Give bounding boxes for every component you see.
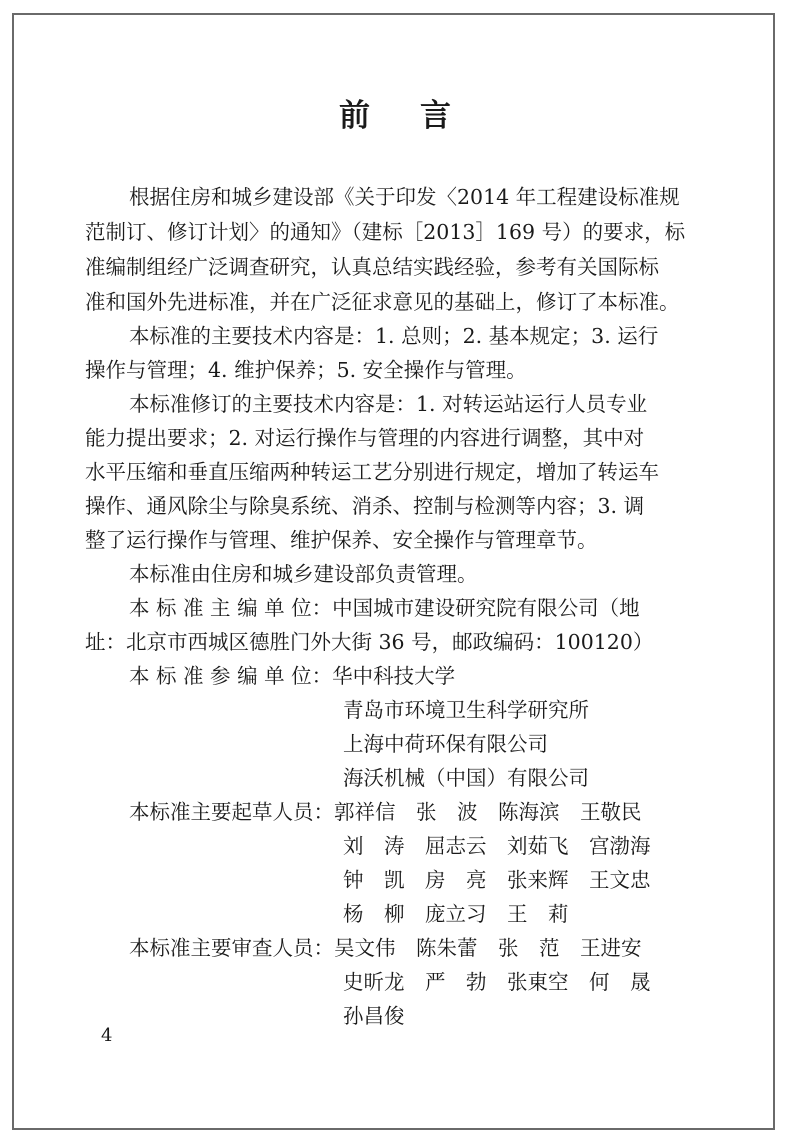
text-line-14: 址：北京市西城区德胜门外大街 36 号，邮政编码：100120） [85,630,654,654]
text-line-1: 根据住房和城乡建设部《关于印发〈2014 年工程建设标准规 [129,185,680,209]
title-char-2: 言 [420,98,451,134]
text-line-20: 刘 涛 屈志云 刘茹飞 宫渤海 [343,834,651,858]
text-line-12: 本标准由住房和城乡建设部负责管理。 [129,562,478,586]
title-char-1: 前 [339,98,370,134]
text-line-5: 本标准的主要技术内容是：1. 总则；2. 基本规定；3. 运行 [129,324,659,348]
text-line-6: 操作与管理；4. 维护保养；5. 安全操作与管理。 [85,358,527,382]
text-line-21: 钟 凯 房 亮 张来辉 王文忠 [343,868,651,892]
text-line-10: 操作、通风除尘与除臭系统、消杀、控制与检测等内容；3. 调 [85,494,645,518]
page-number: 4 [101,1025,113,1046]
text-line-22: 杨 柳 庞立习 王 莉 [343,902,569,926]
text-line-8: 能力提出要求；2. 对运行操作与管理的内容进行调整，其中对 [85,426,645,450]
page-title [0,94,790,138]
text-line-15: 本 标 准 参 编 单 位：华中科技大学 [129,664,456,688]
text-line-7: 本标准修订的主要技术内容是：1. 对转运站运行人员专业 [129,392,648,416]
text-line-16: 青岛市环境卫生科学研究所 [343,698,589,722]
text-line-25: 孙昌俊 [343,1004,405,1028]
text-line-24: 史昕龙 严 勃 张東空 何 晟 [343,970,651,994]
text-line-18: 海沃机械（中国）有限公司 [343,766,589,790]
text-line-9: 水平压缩和垂直压缩两种转运工艺分别进行规定，增加了转运车 [85,460,659,484]
text-line-11: 整了运行操作与管理、维护保养、安全操作与管理章节。 [85,528,598,552]
text-line-23: 本标准主要审查人员：吴文伟 陈朱蕾 张 范 王进安 [129,936,642,960]
text-line-19: 本标准主要起草人员：郭祥信 张 波 陈海滨 王敬民 [129,800,642,824]
text-line-2: 范制订、修订计划〉的通知》（建标［2013］169 号）的要求，标 [85,220,686,244]
text-line-13: 本 标 准 主 编 单 位：中国城市建设研究院有限公司（地 [129,596,640,620]
text-line-17: 上海中荷环保有限公司 [343,732,548,756]
text-line-3: 准编制组经广泛调查研究，认真总结实践经验，参考有关国际标 [85,255,659,279]
text-line-4: 准和国外先进标准，并在广泛征求意见的基础上，修订了本标准。 [85,290,680,314]
